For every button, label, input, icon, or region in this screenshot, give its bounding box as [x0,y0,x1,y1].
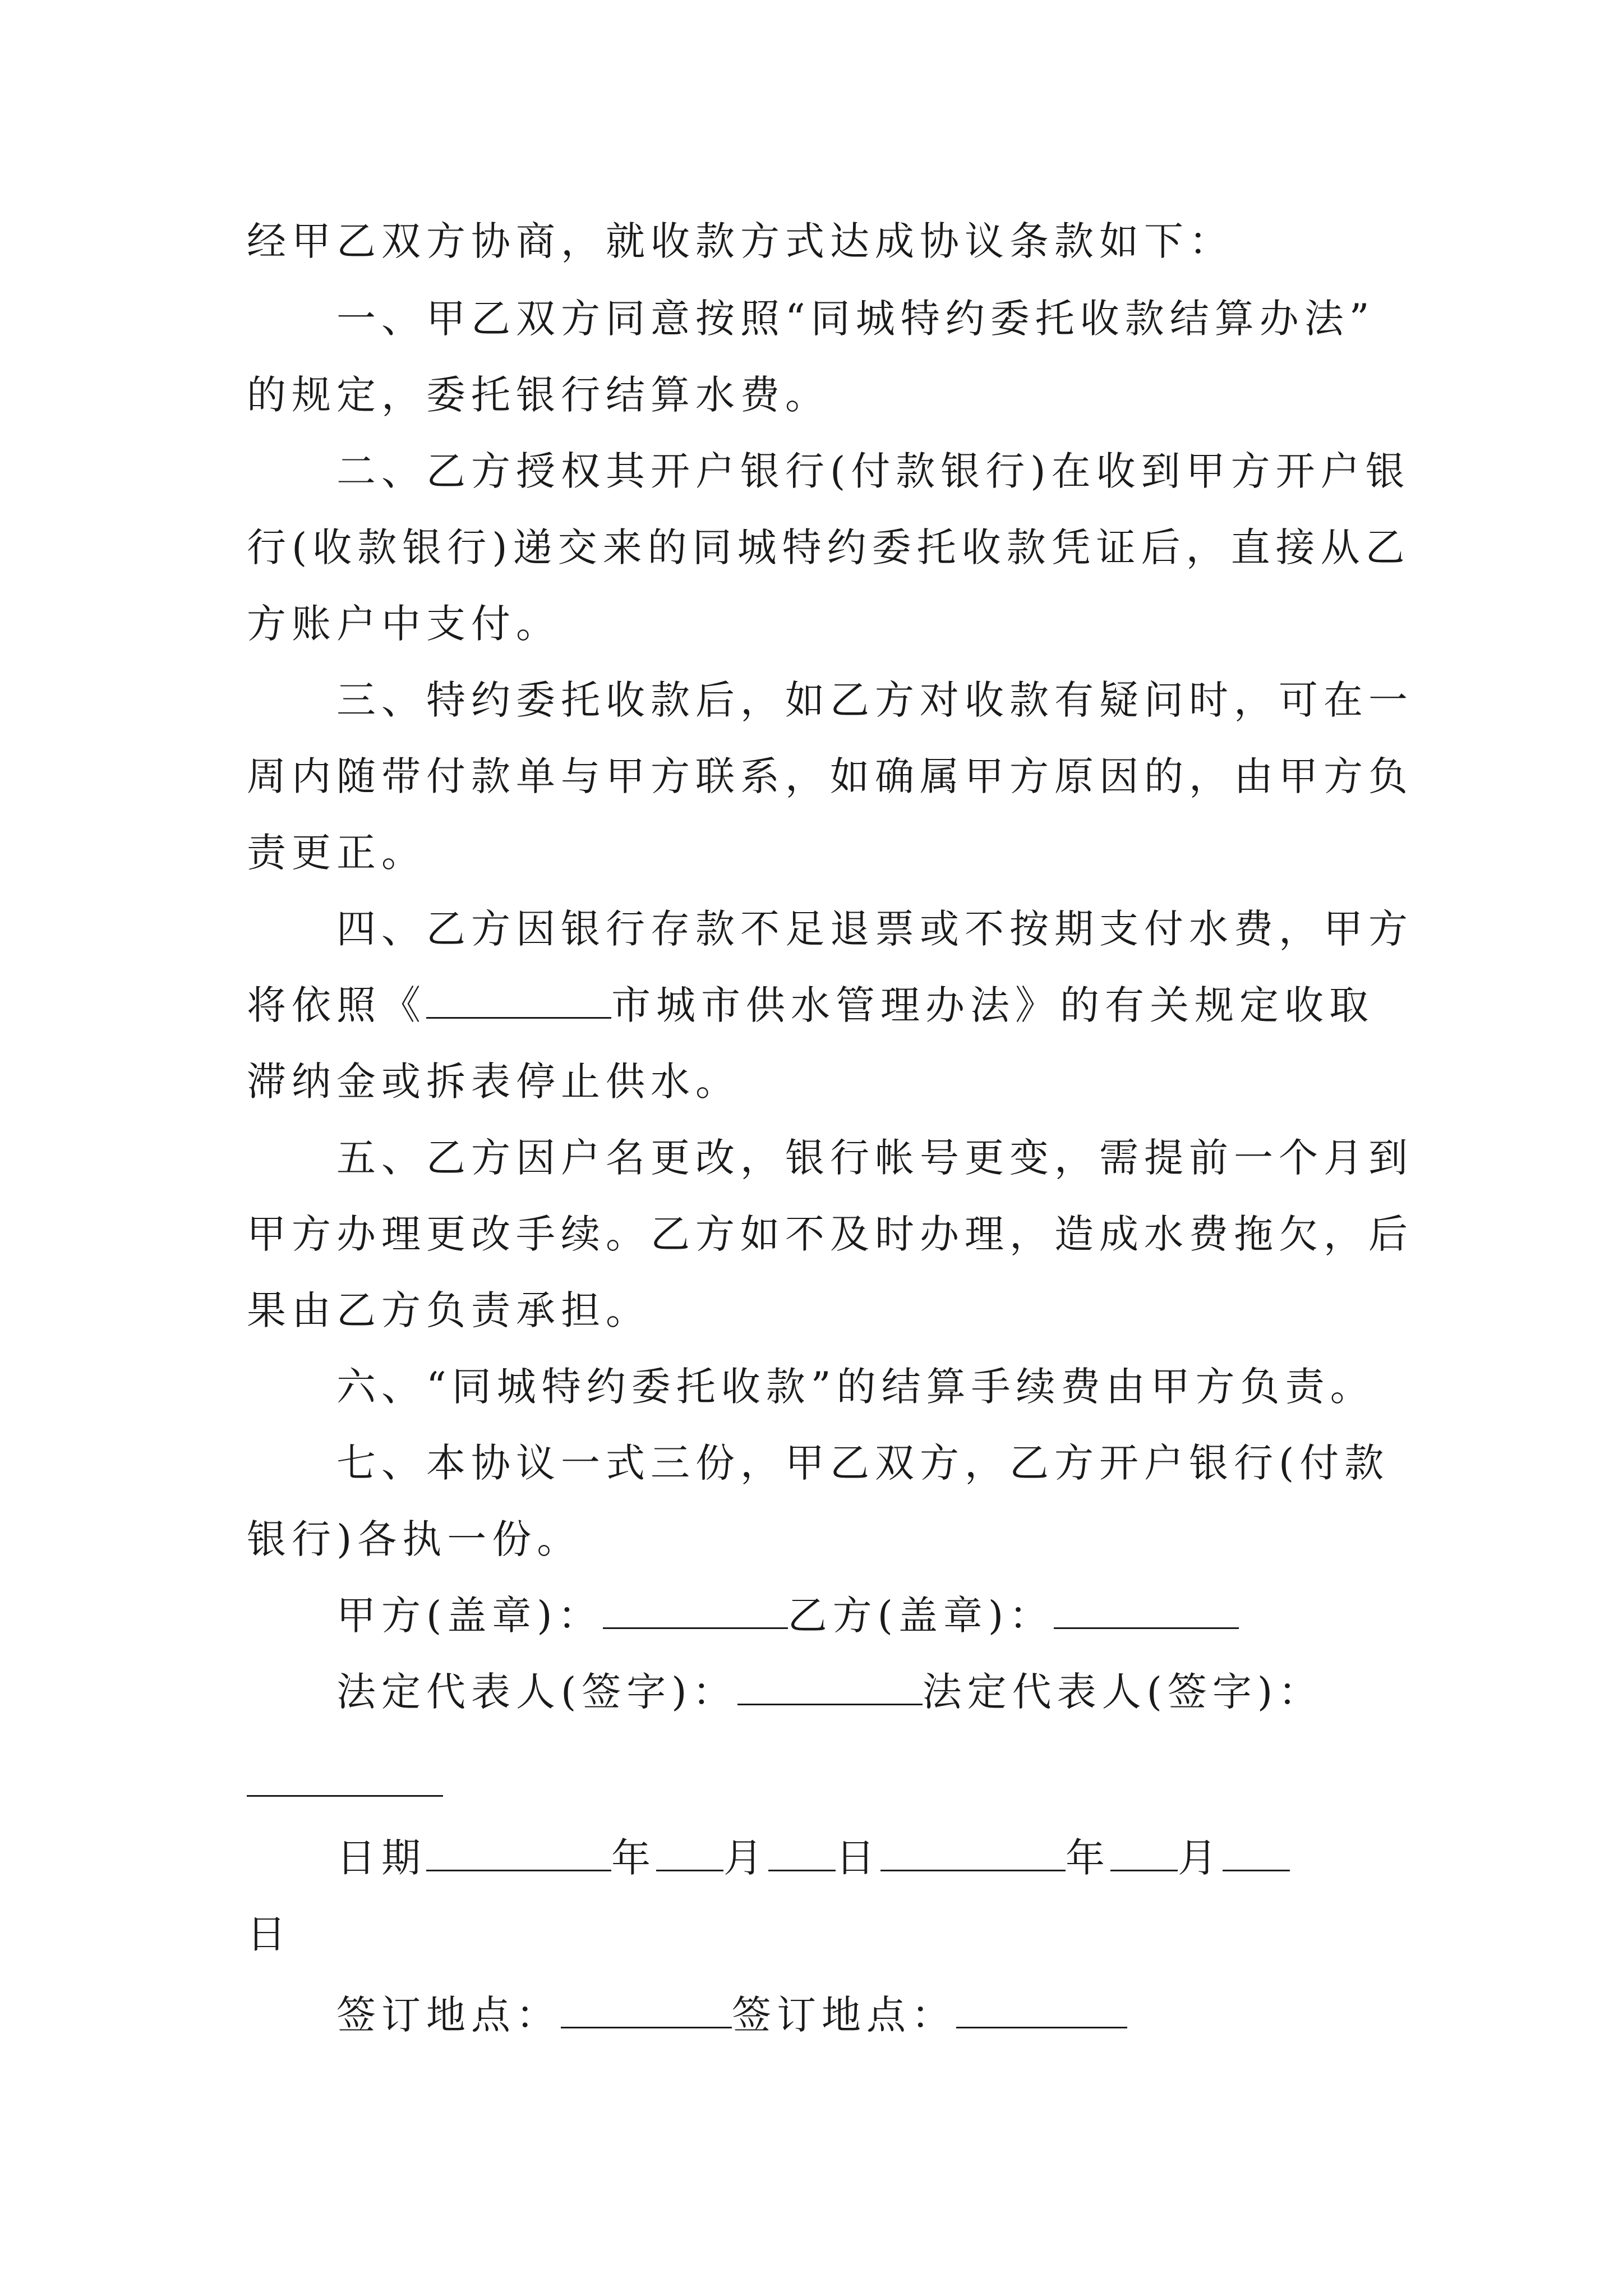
party-a-place-label: 签订地点： [336,1992,561,2038]
party-a-rep-blank[interactable] [737,1658,923,1705]
party-a-place-blank[interactable] [561,1981,732,2028]
clause-1-line-2: 的规定，委托银行结算水费。 [247,372,830,418]
party-a-month-blank[interactable] [656,1824,723,1871]
party-a-year-blank[interactable] [426,1824,611,1871]
place-line [336,1977,1127,2053]
year-label-a: 年 [611,1835,656,1881]
party-a-seal-label: 甲方(盖章)： [336,1593,603,1639]
party-b-month-blank[interactable] [1110,1824,1178,1871]
party-b-seal-blank[interactable] [1054,1581,1239,1629]
clause-3-line-2: 周内随带付款单与甲方联系，如确属甲方原因的，由甲方负 [247,753,1413,799]
clause-3-line-1: 三、特约委托收款后，如乙方对收款有疑问时，可在一 [336,677,1413,723]
city-name-blank[interactable] [426,971,611,1019]
date-line-wrap: 日 [247,1911,292,1957]
clause-2-line-3: 方账户中支付。 [247,601,561,647]
clause-4-text-b: 市城市供水管理办法》的有关规定收取 [611,982,1374,1028]
clause-5-line-2: 甲方办理更改手续。乙方如不及时办理，造成水费拖欠，后 [247,1211,1413,1257]
clause-6: 六、“同城特约委托收款”的结算手续费由甲方负责。 [336,1364,1375,1410]
party-b-year-blank[interactable] [880,1824,1066,1871]
clause-4-line-1: 四、乙方因银行存款不足退票或不按期支付水费，甲方 [336,906,1413,952]
clause-7-line-1: 七、本协议一式三份，甲乙双方，乙方开户银行(付款 [336,1440,1390,1486]
party-b-place-label: 签订地点： [732,1992,956,2038]
clause-4-text-a: 将依照《 [247,982,426,1028]
party-a-seal-blank[interactable] [603,1581,788,1629]
clause-3-line-3: 责更正。 [247,830,426,876]
party-a-day-blank[interactable] [768,1824,836,1871]
clause-5-line-3: 果由乙方负责承担。 [247,1287,651,1333]
clause-4-line-3: 滞纳金或拆表停止供水。 [247,1059,740,1105]
party-b-seal-label: 乙方(盖章)： [787,1593,1054,1639]
intro-paragraph: 经甲乙双方协商，就收款方式达成协议条款如下： [247,218,1234,264]
clause-5-line-1: 五、乙方因户名更改，银行帐号更变，需提前一个月到 [336,1135,1413,1181]
party-a-rep-label: 法定代表人(签字)： [336,1669,737,1715]
date-line [336,1820,1290,1896]
party-b-rep-label: 法定代表人(签字)： [922,1669,1324,1715]
clause-7-line-2: 银行)各执一份。 [247,1516,582,1562]
clause-1-line-1: 一、甲乙双方同意按照“同城特约委托收款结算办法” [336,296,1375,342]
day-label-a: 日 [836,1835,880,1881]
representative-line [336,1654,1323,1730]
clause-2-line-2: 行(收款银行)递交来的同城特约委托收款凭证后，直接从乙 [247,524,1410,570]
year-label-b: 年 [1066,1835,1110,1881]
party-b-day-blank[interactable] [1223,1824,1290,1871]
month-label-b: 月 [1178,1835,1223,1881]
date-label: 日期 [336,1835,426,1881]
clause-4-line-2 [247,967,1374,1043]
party-b-rep-blank[interactable] [247,1795,443,1797]
seal-line [336,1577,1239,1654]
party-b-place-blank[interactable] [956,1981,1127,2028]
clause-2-line-1: 二、乙方授权其开户银行(付款银行)在收到甲方开户银 [336,448,1410,494]
month-label-a: 月 [723,1835,768,1881]
